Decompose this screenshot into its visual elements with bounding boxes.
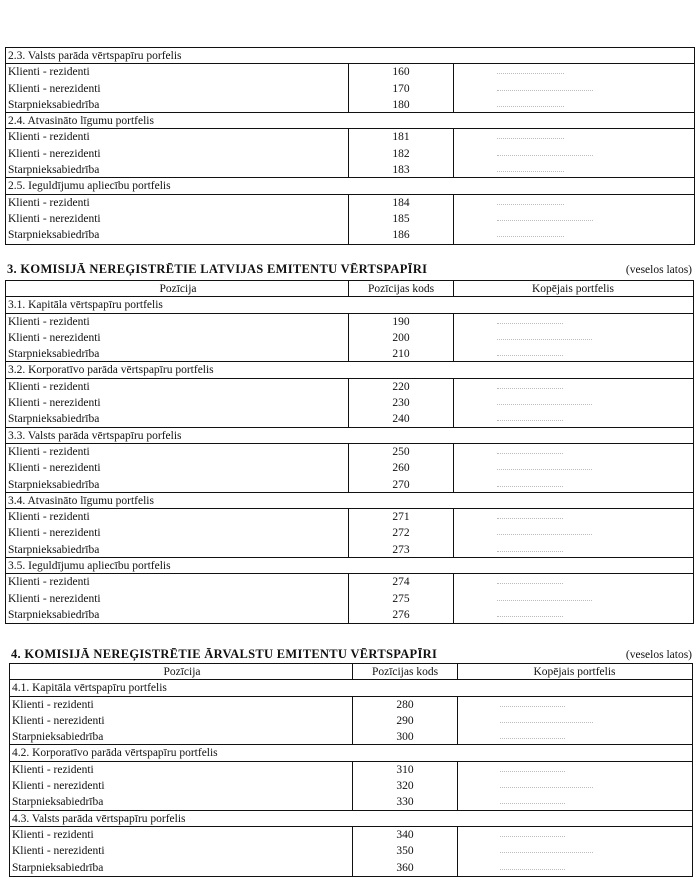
position-label: Klienti - rezidenti xyxy=(12,763,94,776)
table-row xyxy=(10,794,692,810)
position-code: 273 xyxy=(348,542,454,557)
group-title-row xyxy=(10,745,692,761)
empty-value-mark xyxy=(497,106,564,107)
position-label: Klienti - nerezidenti xyxy=(12,845,105,858)
position-label: Starpnieksabiedrība xyxy=(8,229,100,242)
group-title-row xyxy=(6,178,694,194)
table-section-2 xyxy=(5,47,695,245)
group-title: 3.3. Valsts parāda vērtspapīru porfelis xyxy=(8,429,182,442)
section-3-title: 3. KOMISIJĀ NEREĢISTRĒTIE LATVIJAS EMITENTU VĒRTSPAPĪRI xyxy=(7,262,428,276)
empty-value-mark xyxy=(497,236,564,237)
position-label: Klienti - nerezidenti xyxy=(12,780,105,793)
empty-value-mark xyxy=(497,486,564,487)
total-portfolio-value xyxy=(458,794,691,809)
position-code: 340 xyxy=(352,827,458,843)
table-row xyxy=(6,509,693,525)
empty-value-mark xyxy=(497,171,564,172)
empty-value-mark xyxy=(497,204,564,205)
empty-value-mark xyxy=(497,600,592,601)
empty-value-mark xyxy=(500,706,565,707)
total-portfolio-value xyxy=(458,778,691,794)
table-row xyxy=(6,395,693,411)
position-code: 330 xyxy=(352,794,458,809)
total-portfolio-value xyxy=(454,227,693,243)
position-code: 240 xyxy=(348,411,454,426)
total-portfolio-value xyxy=(458,729,691,744)
total-portfolio-value xyxy=(454,195,693,211)
position-code: 272 xyxy=(348,525,454,541)
empty-value-mark xyxy=(500,852,593,853)
group-title-row xyxy=(6,428,693,444)
position-label: Klienti - rezidenti xyxy=(8,511,90,524)
position-code: 184 xyxy=(348,195,454,211)
total-portfolio-value xyxy=(458,827,691,843)
table-row xyxy=(6,64,694,80)
position-label: Klienti - rezidenti xyxy=(12,828,94,841)
empty-value-mark xyxy=(497,339,592,340)
empty-value-mark xyxy=(497,90,593,91)
position-label: Klienti - nerezidenti xyxy=(8,462,101,475)
group-title: 4.1. Kapitāla vērtspapīru portfelis xyxy=(12,682,167,695)
table-header-row xyxy=(6,281,693,297)
position-label: Klienti - rezidenti xyxy=(8,576,90,589)
group-title-row xyxy=(6,113,694,129)
table-row xyxy=(6,330,693,346)
group-title-row xyxy=(10,811,692,827)
group-title-row xyxy=(6,48,694,64)
position-code: 360 xyxy=(352,860,458,876)
empty-value-mark xyxy=(497,453,564,454)
empty-value-mark xyxy=(497,323,564,324)
total-portfolio-value xyxy=(454,525,692,541)
total-portfolio-value xyxy=(458,762,691,778)
header-pozicija: Pozīcija xyxy=(159,283,197,295)
position-label: Klienti - nerezidenti xyxy=(12,714,105,727)
total-portfolio-value xyxy=(458,713,691,729)
table-row xyxy=(6,129,694,145)
empty-value-mark xyxy=(500,836,565,837)
position-code: 186 xyxy=(348,227,454,243)
table-row xyxy=(10,729,692,745)
empty-value-mark xyxy=(497,616,564,617)
position-code: 310 xyxy=(352,762,458,778)
header-pozicija: Pozīcija xyxy=(163,666,201,678)
table-row xyxy=(6,574,693,590)
table-row xyxy=(10,713,692,729)
position-code: 270 xyxy=(348,477,454,492)
table-row xyxy=(6,607,693,623)
table-row xyxy=(10,843,692,859)
empty-value-mark xyxy=(500,787,593,788)
position-code: 250 xyxy=(348,444,454,460)
total-portfolio-value xyxy=(454,444,692,460)
position-code: 180 xyxy=(348,97,454,112)
empty-value-mark xyxy=(497,583,564,584)
table-row xyxy=(6,81,694,97)
total-portfolio-value xyxy=(454,379,692,395)
total-portfolio-value xyxy=(454,81,693,97)
table-row xyxy=(6,542,693,558)
empty-value-mark xyxy=(500,738,565,739)
total-portfolio-value xyxy=(454,314,692,330)
empty-value-mark xyxy=(497,469,592,470)
position-label: Klienti - nerezidenti xyxy=(8,527,101,540)
position-code: 271 xyxy=(348,509,454,525)
group-title: 3.4. Atvasināto līgumu portfelis xyxy=(8,494,154,507)
total-portfolio-value xyxy=(454,395,692,411)
empty-value-mark xyxy=(497,138,564,139)
header-kopejais-portfelis: Kopējais portfelis xyxy=(531,283,615,295)
position-label: Klienti - nerezidenti xyxy=(8,397,101,410)
total-portfolio-value xyxy=(454,129,693,145)
position-code: 185 xyxy=(348,211,454,227)
position-code: 182 xyxy=(348,146,454,162)
total-portfolio-value xyxy=(454,411,692,426)
table-row xyxy=(6,97,694,113)
table-row xyxy=(6,591,693,607)
table-row xyxy=(6,460,693,476)
table-row xyxy=(6,162,694,178)
position-label: Starpnieksabiedrība xyxy=(8,608,100,621)
group-title: 3.2. Korporatīvo parāda vērtspapīru portfelis xyxy=(8,364,214,377)
position-code: 274 xyxy=(348,574,454,590)
total-portfolio-value xyxy=(454,146,693,162)
table-row xyxy=(6,227,694,243)
group-title-row xyxy=(6,558,693,574)
table-header-row xyxy=(10,664,692,680)
position-code: 200 xyxy=(348,330,454,346)
position-label: Starpnieksabiedrība xyxy=(12,731,104,744)
position-code: 230 xyxy=(348,395,454,411)
table-row xyxy=(6,477,693,493)
section-4-unit: (veselos latos) xyxy=(625,649,692,661)
section-3-unit: (veselos latos) xyxy=(625,264,692,276)
empty-value-mark xyxy=(497,420,564,421)
total-portfolio-value xyxy=(454,477,692,492)
group-title: 3.1. Kapitāla vērtspapīru portfelis xyxy=(8,299,163,312)
table-row xyxy=(6,211,694,227)
empty-value-mark xyxy=(497,518,564,519)
empty-value-mark xyxy=(500,722,593,723)
empty-value-mark xyxy=(497,355,564,356)
position-label: Klienti - nerezidenti xyxy=(8,331,101,344)
position-code: 290 xyxy=(352,713,458,729)
group-title: 2.5. Ieguldījumu apliecību portfelis xyxy=(8,180,171,193)
position-label: Klienti - rezidenti xyxy=(8,315,90,328)
position-label: Starpnieksabiedrība xyxy=(8,543,100,556)
header-kopejais-portfelis: Kopējais portfelis xyxy=(533,666,616,678)
empty-value-mark xyxy=(497,388,564,389)
empty-value-mark xyxy=(497,534,592,535)
total-portfolio-value xyxy=(454,330,692,346)
table-row xyxy=(6,379,693,395)
group-title: 2.3. Valsts parāda vērtspapīru porfelis xyxy=(8,50,182,62)
table-row xyxy=(10,697,692,713)
table-row xyxy=(6,346,693,362)
table-row xyxy=(6,411,693,427)
table-row xyxy=(6,444,693,460)
table-row xyxy=(6,195,694,211)
position-label: Starpnieksabiedrība xyxy=(8,98,100,111)
empty-value-mark xyxy=(497,404,592,405)
position-code: 181 xyxy=(348,129,454,145)
empty-value-mark xyxy=(500,869,565,870)
empty-value-mark xyxy=(497,220,593,221)
position-label: Klienti - rezidenti xyxy=(12,698,94,711)
table-row xyxy=(6,146,694,162)
position-label: Klienti - nerezidenti xyxy=(8,592,101,605)
position-code: 300 xyxy=(352,729,458,744)
empty-value-mark xyxy=(500,803,565,804)
position-label: Klienti - rezidenti xyxy=(8,66,90,79)
table-row xyxy=(6,525,693,541)
table-row xyxy=(6,314,693,330)
total-portfolio-value xyxy=(454,162,693,177)
position-label: Starpnieksabiedrība xyxy=(8,478,100,491)
position-label: Starpnieksabiedrība xyxy=(8,348,100,361)
header-pozicijas-kods: Pozīcijas kods xyxy=(348,281,454,296)
position-code: 275 xyxy=(348,591,454,607)
position-label: Klienti - rezidenti xyxy=(8,445,90,458)
group-title-row xyxy=(10,680,692,696)
empty-value-mark xyxy=(497,73,564,74)
position-code: 260 xyxy=(348,460,454,476)
total-portfolio-value xyxy=(454,346,692,361)
total-portfolio-value xyxy=(454,607,692,623)
total-portfolio-value xyxy=(454,591,692,607)
empty-value-mark xyxy=(497,155,593,156)
total-portfolio-value xyxy=(454,211,693,227)
position-code: 210 xyxy=(348,346,454,361)
total-portfolio-value xyxy=(458,697,691,713)
total-portfolio-value xyxy=(458,843,691,859)
position-label: Klienti - nerezidenti xyxy=(8,212,101,225)
total-portfolio-value xyxy=(454,64,693,80)
table-row xyxy=(10,827,692,843)
table-section-4 xyxy=(9,663,693,877)
position-label: Klienti - rezidenti xyxy=(8,380,90,393)
position-label: Starpnieksabiedrība xyxy=(12,861,104,874)
table-row xyxy=(10,762,692,778)
group-title-row xyxy=(6,362,693,378)
empty-value-mark xyxy=(500,771,565,772)
table-section-3 xyxy=(5,280,694,624)
position-label: Starpnieksabiedrība xyxy=(8,413,100,426)
group-title: 4.2. Korporatīvo parāda vērtspapīru portfelis xyxy=(12,747,218,760)
position-label: Klienti - rezidenti xyxy=(8,196,90,209)
total-portfolio-value xyxy=(454,574,692,590)
position-code: 320 xyxy=(352,778,458,794)
position-label: Klienti - nerezidenti xyxy=(8,82,101,95)
header-pozicijas-kods: Pozīcijas kods xyxy=(352,664,458,679)
position-label: Klienti - nerezidenti xyxy=(8,147,101,160)
position-label: Starpnieksabiedrība xyxy=(12,796,104,809)
group-title-row xyxy=(6,297,693,313)
position-code: 220 xyxy=(348,379,454,395)
group-title: 4.3. Valsts parāda vērtspapīru porfelis xyxy=(12,812,186,825)
position-code: 183 xyxy=(348,162,454,177)
total-portfolio-value xyxy=(454,509,692,525)
group-title: 2.4. Atvasināto līgumu portfelis xyxy=(8,115,154,128)
table-row xyxy=(10,860,692,876)
table-row xyxy=(10,778,692,794)
position-label: Klienti - rezidenti xyxy=(8,131,90,144)
total-portfolio-value xyxy=(458,860,691,876)
position-code: 350 xyxy=(352,843,458,859)
group-title: 3.5. Ieguldījumu apliecību portfelis xyxy=(8,560,171,573)
position-code: 280 xyxy=(352,697,458,713)
position-code: 160 xyxy=(348,64,454,80)
position-code: 276 xyxy=(348,607,454,623)
total-portfolio-value xyxy=(454,97,693,112)
total-portfolio-value xyxy=(454,460,692,476)
position-code: 170 xyxy=(348,81,454,97)
empty-value-mark xyxy=(497,551,564,552)
section-4-title: 4. KOMISIJĀ NEREĢISTRĒTIE ĀRVALSTU EMITENTU VĒRTSPAPĪRI xyxy=(11,647,438,661)
position-label: Starpnieksabiedrība xyxy=(8,164,100,177)
total-portfolio-value xyxy=(454,542,692,557)
position-code: 190 xyxy=(348,314,454,330)
group-title-row xyxy=(6,493,693,509)
